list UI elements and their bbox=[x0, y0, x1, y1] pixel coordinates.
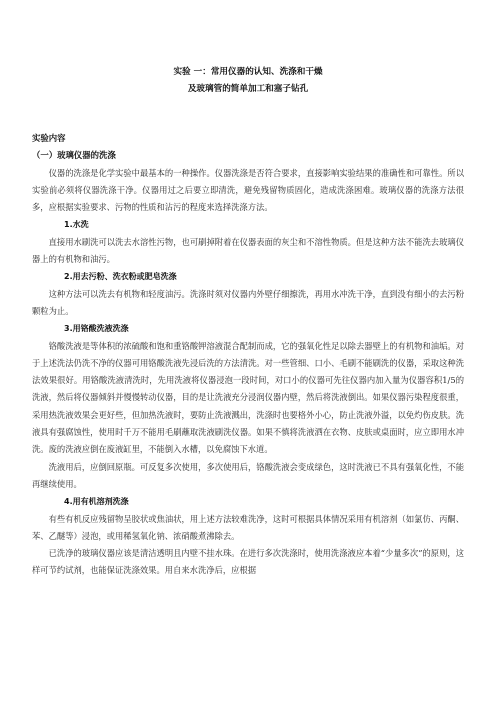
title-block bbox=[0, 64, 496, 98]
heading-chromic-acid-wash: 3.用铬酸洗液洗涤 bbox=[64, 324, 129, 334]
heading-organic-solvent-wash: 4.用有机溶剂洗涤 bbox=[64, 497, 129, 507]
sub-heading: （一）玻璃仪器的洗涤 bbox=[32, 150, 116, 161]
paragraph-clean-criteria: 已洗净的玻璃仪器应该是清洁透明且内壁不挂水珠。在进行多次洗涤时，使用洗涤液应本着“少量多次”的原则，这样可节约试剂，也能保证洗涤效果。用自来水洗净后，应根据 bbox=[32, 548, 464, 576]
section-heading: 实验内容 bbox=[32, 133, 66, 143]
paragraph-detergent-wash: 这种方法可以洗去有机物和轻度油污。洗涤时须对仪器内外壁仔细擦洗，再用水冲洗干净，直到没有细小的去污粉颗粒为止。 bbox=[32, 288, 464, 316]
paragraph-water-wash: 直接用水刷洗可以洗去水溶性污物，也可刷掉附着在仪器表面的灰尘和不溶性物质。但是这种方法不能洗去玻璃仪器上的有机物和油污。 bbox=[32, 236, 464, 265]
paragraph-organic-solvent: 有些有机反应残留物呈胶状或焦油状，用上述方法较难洗净，这时可根据具体情况采用有机溶剂（如氯仿、丙酮、苯、乙醚等）浸泡，或用稀氢氧化钠、浓硝酸煮沸除去。 bbox=[32, 513, 464, 541]
heading-detergent-wash: 2.用去污粉、洗衣粉或肥皂洗涤 bbox=[64, 272, 177, 282]
heading-water-wash: 1.水洗 bbox=[64, 220, 89, 230]
paragraph-intro: 仪器的洗涤是化学实验中最基本的一种操作。仪器洗涤是否符合要求，直接影响实验结果的准确性和可靠性。所以实验前必须将仪器洗涤干净。仪器用过之后要立即清洗，避免残留物质固化，造成洗涤困难。玻璃仪器的洗涤方法很多，应根据实验要求、污物的性质和沾污的程度来选择洗涤方法。 bbox=[32, 167, 464, 213]
paragraph-chromic-acid-2: 洗液用后，应倒回原瓶。可反复多次使用，多次使用后，铬酸洗液会变成绿色，这时洗液已不具有强氧化性，不能再继续使用。 bbox=[32, 461, 464, 489]
doc-title-line-2: 及玻璃管的简单加工和塞子钻孔 bbox=[187, 84, 309, 94]
doc-title-line-1: 实验 一：常用仪器的认知、洗涤和干燥 bbox=[173, 67, 323, 77]
doc-body bbox=[32, 130, 464, 580]
paragraph-chromic-acid-1: 铬酸洗液是等体积的浓硫酸和饱和重铬酸钾溶液混合配制而成，它的强氧化性足以除去器壁上的有机物和油垢。对于上述洗法仍洗不净的仪器可用铬酸洗液先浸后洗的方法清洗。对一些管细、口小、毛刷不能刷洗的仪器，采取这种洗法效果很好。用铬酸洗液清洗时，先用洗液将仪器浸泡一段时间，对口小的仪器可先往仪器内加入量为仪器容积1/5的洗液，然后将仪器倾斜并慢慢转动仪器，目的是让洗液充分浸润仪器内壁，然后将洗液倒出。如果仪器污染程度很重，采用热洗液效果会更好些，但加热洗液时，要防止洗液溅出，洗涤时也要格外小心，防止洗液外溢，以免灼伤皮肤。洗液具有强腐蚀性，使用时千万不能用毛刷蘸取洗液刷洗仪器。如果不慎将洗液洒在衣物、皮肤或桌面时，应立即用水冲洗。废的洗液应倒在废液缸里，不能倒入水槽，以免腐蚀下水道。 bbox=[32, 340, 464, 455]
